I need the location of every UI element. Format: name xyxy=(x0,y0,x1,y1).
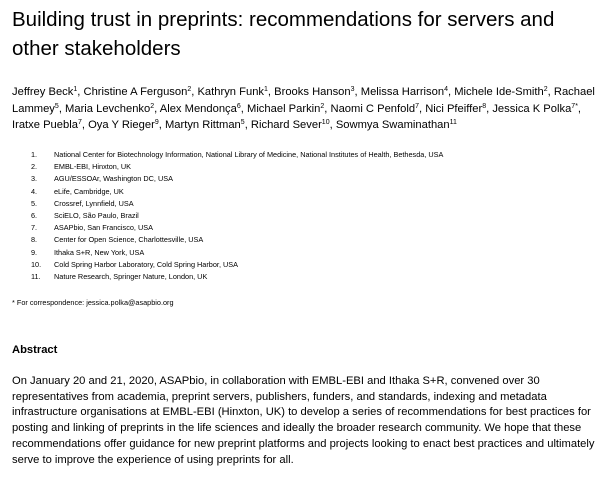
author-affiliation-marker: 2 xyxy=(150,102,155,110)
affiliation-number: 11. xyxy=(31,272,41,282)
author-name: Christine A Ferguson xyxy=(83,86,188,98)
affiliation-item xyxy=(31,234,591,246)
author-affiliation-marker: 7 xyxy=(77,119,82,127)
affiliation-text: Cold Spring Harbor Laboratory, Cold Spring Harbor, USA xyxy=(54,259,238,269)
author-name: Richard Sever xyxy=(250,119,322,132)
author xyxy=(12,119,82,131)
author-name: Michael Parkin xyxy=(247,102,321,115)
affiliation-text: ASAPbio, San Francisco, USA xyxy=(54,223,153,233)
affiliation-item xyxy=(31,198,591,210)
author-list: Jeffrey Beck$^1$, Christine A Ferguson$^2$, Kathryn Funk$^1$, Brooks Hanson$^3$, Melissa Harrison$^4$, Michele Ide-Smith$^2$, Rachael Lammey$^5$, Maria Levchenko$^2$, Alex Mendonça$^6$, Michael Parkin$^2$, Naomi C Penfold$^7$, Nici Pfeiffer$^8$, Jessica K Polka$^{7*}$, Iratxe Puebla$^7$, Oya Y Rieger$^9$, Martyn Rittman$^5$, Richard Sever$^{10}$, Sowmya Swaminathan$^{11}$ xyxy=(12,86,595,132)
author-affiliation-marker: 5 xyxy=(54,102,59,110)
author xyxy=(454,86,547,98)
author-affiliation-marker: 1 xyxy=(264,86,268,93)
author-name: Jessica K Polka xyxy=(492,102,572,115)
author-name: Oya Y Rieger xyxy=(88,119,155,132)
author xyxy=(88,119,159,131)
author xyxy=(12,86,77,98)
author-name: Martyn Rittman xyxy=(164,119,241,132)
author-affiliation-marker: 4 xyxy=(444,86,448,93)
author xyxy=(65,103,154,115)
author xyxy=(425,103,486,115)
author-name: Jeffrey Beck xyxy=(12,86,74,98)
author xyxy=(247,103,324,115)
affiliation-text: National Center for Biotechnology Information, National Library of Medicine, National Institutes of Health, Bethesda, USA xyxy=(54,150,444,159)
affiliation-text: AGU/ESSOAr, Washington DC, USA xyxy=(54,174,173,184)
author xyxy=(361,86,448,98)
affiliation-number: 1. xyxy=(31,150,38,159)
author xyxy=(197,86,267,98)
author-affiliation-marker: 5 xyxy=(240,119,245,127)
affiliation-number: 9. xyxy=(31,247,38,257)
affiliation-list xyxy=(31,149,591,283)
author xyxy=(492,103,578,115)
affiliation-item xyxy=(31,222,591,234)
affiliation-text: Center for Open Science, Charlottesville, USA xyxy=(54,235,204,245)
author-affiliation-marker: 2 xyxy=(543,86,548,93)
abstract-heading: Abstract xyxy=(12,344,58,356)
author-affiliation-marker: 7* xyxy=(571,102,578,110)
affiliation-number: 8. xyxy=(31,235,38,245)
author-name: Alex Mendonça xyxy=(159,102,237,115)
affiliation-item xyxy=(31,271,591,283)
affiliation-item xyxy=(31,210,591,222)
author-affiliation-marker: 9 xyxy=(154,119,159,127)
paper-title: Building trust in preprints: recommendations for servers and other stakeholders xyxy=(12,8,555,60)
author-affiliation-marker: 8 xyxy=(482,102,487,110)
affiliation-item xyxy=(31,186,591,198)
affiliation-item xyxy=(31,247,591,259)
author xyxy=(83,86,191,98)
affiliation-number: 2. xyxy=(31,162,38,172)
affiliation-item xyxy=(31,149,591,161)
author-name: Michele Ide-Smith xyxy=(454,86,544,98)
affiliation-item xyxy=(31,259,591,271)
affiliation-number: 3. xyxy=(31,174,38,184)
affiliation-text: Nature Research, Springer Nature, London, UK xyxy=(54,272,208,282)
abstract-text: On January 20 and 21, 2020, ASAPbio, in collaboration with EMBL-EBI and Ithaka S+R, convened over 30 representatives from academia, preprint servers, publishers, funders, and standards, indexing and metadata infrastructure organisations at EMBL-EBI (Hinxton, UK) to develop a series of recommendations for best practices for posting and linking of preprints in the life sciences and ideally the broader research community. We hope that these recommendations offer guidance for new preprint platforms and projects looking to enact best practices and ultimately serve to improve the experience of using preprints for all. xyxy=(12,375,595,466)
author xyxy=(160,103,241,115)
author-affiliation-marker: 3 xyxy=(350,86,355,93)
affiliation-text: Ithaka S+R, New York, USA xyxy=(54,247,145,257)
affiliation-number: 4. xyxy=(31,186,38,196)
author xyxy=(336,119,457,131)
author-affiliation-marker: 2 xyxy=(320,102,325,110)
affiliation-text: EMBL-EBI, Hinxton, UK xyxy=(54,162,132,172)
author xyxy=(331,103,419,115)
correspondence-note: * For correspondence: jessica.polka@asapbio.org xyxy=(12,298,174,307)
author xyxy=(251,119,330,131)
author-affiliation-marker: 6 xyxy=(236,102,241,110)
author-affiliation-marker: 7 xyxy=(415,102,419,110)
author-name: Iratxe Puebla xyxy=(12,119,78,132)
author-name: Naomi C Penfold xyxy=(330,102,416,115)
author-name: Nici Pfeiffer xyxy=(425,102,483,115)
author-name: Rachael Lammey xyxy=(12,86,595,115)
author-name: Melissa Harrison xyxy=(360,86,445,98)
author xyxy=(274,86,354,98)
affiliation-item xyxy=(31,173,591,185)
affiliation-number: 5. xyxy=(31,198,38,208)
affiliation-text: eLife, Cambridge, UK xyxy=(54,186,124,196)
affiliation-text: SciELO, São Paulo, Brazil xyxy=(54,211,139,221)
affiliation-number: 6. xyxy=(31,211,38,221)
author-affiliation-marker: 2 xyxy=(187,86,192,93)
author-name: Kathryn Funk xyxy=(197,86,265,98)
author-affiliation-marker: 11 xyxy=(449,119,457,127)
author-affiliation-marker: 1 xyxy=(73,86,78,93)
author-affiliation-marker: 10 xyxy=(321,119,330,127)
affiliation-number: 7. xyxy=(31,223,38,233)
author-name: Sowmya Swaminathan xyxy=(335,119,450,132)
author-name: Maria Levchenko xyxy=(65,102,151,115)
affiliation-item xyxy=(31,161,591,173)
author xyxy=(165,119,245,131)
affiliation-number: 10. xyxy=(31,259,42,269)
affiliation-text: Crossref, Lynnfield, USA xyxy=(54,198,134,208)
author-name: Brooks Hanson xyxy=(274,86,351,98)
